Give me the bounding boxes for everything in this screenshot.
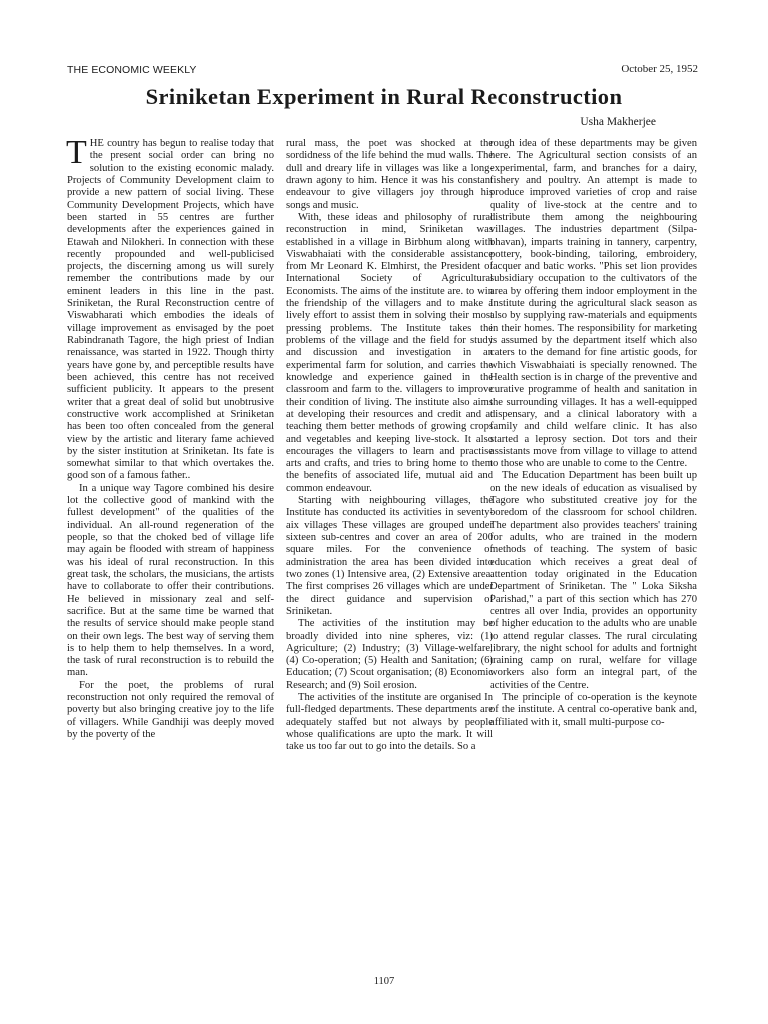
paragraph: The Education Department has been built up on the new ideals of education as visualised by Tagore who substituted creative joy for the boredom of the classroom for school children. The department also provides teachers' training for adults, who are trained in the modern methods of teaching. The system of basic education which receives a great deal of attention today originated in the Education Department of Sriniketan. The " Loka Siksha Parishad," a part of this section which has 270 centres all over India, provides an opportunity of higher education to the adults who are unable to attend regular classes. The rural circulating library, the night school for adults and fortnight training camp on rural, welfare for village workers also form an integral part, of the activities of the Centre. <box>490 470 697 691</box>
paragraph-text: HE country has begun to realise today that the present social order can bring no solution to the existing economic malady. Projects of Community Development claim to provide a new pattern of social living. These Community Development Projects, which have been started in 55 centres are further developments after the experiences gained in Etawah and Nilokheri. In connection with these recently propounded and well-publicised projects, the discerning among us will surely remember the contributions made by our eminent leaders in this line in the past. Sriniketan, the Rural Reconstruction centre of Viswabharati which embodies the ideals of village improvement as envisaged by the poet Rabindranath Tagore, the high priest of Indian renaissance, was started in 1922. Though thirty years have gone by, and perceptible results have been achieved, this centre has not received sufficient publicity. It appears to the present writer that a great deal of solid but unobtrusive constructive work accomplished at Sriniketan has been too often concealed from the general view by the artistic and literary fame achieved by the sister institution at Sriniketan. Its fate is somewhat similar to that which overtakes the. good son of a famous father.. <box>67 138 274 482</box>
text-column-1 <box>66 134 274 741</box>
paragraph: rough idea of these departments may be given here. The Agricultural section consists of an experimental, farm, and branches for a dairy, fishery and poultry. An attempt is made to produce improved varieties of crop and raise quality of live-stock at the centre and to distribute them among the neighbouring villages. The industries department (Silpa-bhavan), imparts training in tannery, carpentry, pottery, book-binding, tailoring, embroidery, lacquer and batic works. "Phis set lion provides subsidiary occupation to the cultivators of the area by offering them indoor employment in the Institute during the agricultural slack season as also by supplying raw-materials and equipments in their homes. The responsibility for marketing is assumed by the department itself which also caters to the demand for fine artistic goods, for which Viswabhaiati is specially renowned. The Health section is in charge of the preventive and curative programme of health and sanitation in the surrounding villages. It has a well-equipped dispensary, and a clinical laboratory with a family and child welfare clinic. It has also started a leprosy section. Dot tors and their assistants move from village to village to attend to those who are unable to come to the Centre. <box>490 138 697 470</box>
article-title: Sriniketan Experiment in Rural Reconstruction <box>145 84 623 109</box>
article-author: Usha Makherjee <box>580 116 656 128</box>
issue-date: October 25, 1952 <box>621 63 698 75</box>
paragraph: Starting with neighbouring villages, the Institute has conducted its activities in seventy-aix villages These villages are grouped under sixteen sub-centres and cover an area of 200 square miles. For the convenience of administration the area has been divided into two zones (1) Intensive area, (2) Extensive area. The first comprises 26 villages which are under the direct guidance and supervision of Sriniketan. <box>286 495 493 617</box>
paragraph: The activities of the institute are organised In full-fledged departments. These departments are adequately staffed but not always by people whose qualifications are upto the mark. It will take us too far out to go into the details. So a <box>286 692 493 753</box>
text-column-3 <box>490 138 697 729</box>
paragraph: The principle of co-operation is the keynote of the institute. A central co-operative bank and, affiliated with it, small multi-purpose co- <box>490 692 697 728</box>
paragraph: The activities of the institution may be broadly divided into nine spheres, viz: (1) Agriculture; (2) Industry; (3) Village-welfare; (4) Co-operation; (5) Health and Sanitation; (6) Education; (7) Scout organisation; (8) Economic Research; and (9) Soil erosion. <box>286 618 493 691</box>
paragraph: With, these ideas and philosophy of rural reconstruction in mind, Sriniketan was established in a village in Birbhum along with Viswabhaiati with the considerable assistance from Mr Leonard K. Elmhirst, the President of International Society of Agricultural Economists. The aims of the institute are. to win the friendship of the villagers and to make a lively effort to assist them in solving their most pressing problems. The Institute takes the problems of the village and the field for study and discussion and investigation in an experimental farm for solution, and carries the knowledge and experience gained in the classroom and farm to the. villagers to improve their condition of living. The institute also aims at developing their resources and credit and at teaching them better methods of growing crops and vegetables and keeping live-stock. It also encourages the villagers to learn and practise arts and crafts, and tries to bring home to them the benefits of associated life, mutual aid and common endeavour. <box>286 211 493 494</box>
paragraph <box>66 134 274 483</box>
paragraph: In a unique way Tagore combined his desire lot the collective good of mankind with the fullest development" of the qualities of the individual. An all-round regeneration of the people, so that the choked bed of village life may again be flooded with stream of happiness was his ideal of rural reconstruction. In this great task, the scholars, the musicians, the artists have to collaborate to offer their contributions. He believed in missionary zeal and self-sacrifice. But at the same time be warned that the results of service should make people stand on their own legs. The best way of serving them is to help them to help themselves. In a word, the task of rural reconstruction is to rebuild the man. <box>67 482 274 679</box>
drop-cap: T <box>66 134 87 171</box>
paragraph: rural mass, the poet was shocked at the sordidness of the life behind the mud walls. The dull and dreary life in villages was like a long-drawn agony to him. Hence it was his constant endeavour to give villagers joy through his songs and music. <box>286 138 493 211</box>
publication-name: THE ECONOMIC WEEKLY <box>67 64 197 76</box>
page-number: 1107 <box>373 976 395 987</box>
paragraph: For the poet, the problems of rural reconstruction not only required the removal of poverty but also bringing creative joy to the life of villagers. While Gandhiji was deeply moved by the poverty of the <box>67 679 274 740</box>
text-column-2 <box>286 138 493 754</box>
